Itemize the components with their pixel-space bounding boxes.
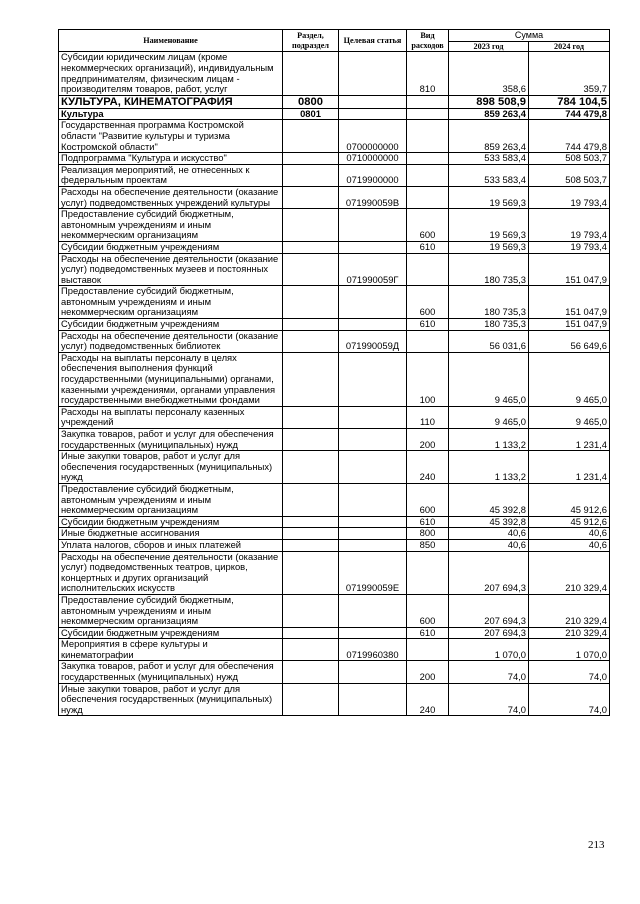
cell-2023: 45 392,8 — [449, 483, 529, 516]
cell-2023: 358,6 — [449, 52, 529, 95]
cell-section — [283, 528, 339, 540]
cell-2024: 1 231,4 — [529, 429, 610, 451]
table-row — [59, 429, 610, 451]
cell-kind: 610 — [407, 627, 449, 639]
cell-name: Закупка товаров, работ и услуг для обеспечения государственных (муниципальных) нужд — [59, 429, 283, 451]
cell-2023: 859 263,4 — [449, 108, 529, 120]
cell-2023: 40,6 — [449, 539, 529, 551]
cell-kind — [407, 330, 449, 352]
cell-target: 0719960380 — [339, 639, 407, 661]
cell-kind: 600 — [407, 286, 449, 319]
cell-2023: 898 508,9 — [449, 95, 529, 108]
cell-2024: 9 465,0 — [529, 406, 610, 428]
table-row — [59, 516, 610, 528]
table-row — [59, 186, 610, 208]
cell-kind — [407, 108, 449, 120]
cell-target: 071990059Д — [339, 330, 407, 352]
cell-target — [339, 95, 407, 108]
cell-section — [283, 639, 339, 661]
cell-2024: 19 793,4 — [529, 186, 610, 208]
table-row — [59, 483, 610, 516]
table-row — [59, 286, 610, 319]
table-row — [59, 639, 610, 661]
cell-2024: 508 503,7 — [529, 164, 610, 186]
cell-target — [339, 528, 407, 540]
cell-kind: 600 — [407, 483, 449, 516]
table-header — [59, 30, 610, 52]
cell-kind: 610 — [407, 241, 449, 253]
cell-section — [283, 483, 339, 516]
table-row — [59, 253, 610, 286]
cell-section — [283, 352, 339, 406]
table-row — [59, 451, 610, 484]
cell-name: Иные бюджетные ассигнования — [59, 528, 283, 540]
cell-target — [339, 594, 407, 627]
cell-name: Мероприятия в сфере культуры и кинематографии — [59, 639, 283, 661]
cell-name: Предоставление субсидий бюджетным, автономным учреждениям и иным некоммерческим организациям — [59, 483, 283, 516]
cell-name: Предоставление субсидий бюджетным, автономным учреждениям и иным некоммерческим организациям — [59, 209, 283, 242]
cell-name: Расходы на обеспечение деятельности (оказание услуг) подведомственных музеев и постоянных выставок — [59, 253, 283, 286]
cell-2024: 19 793,4 — [529, 209, 610, 242]
table-row — [59, 164, 610, 186]
cell-2023: 533 583,4 — [449, 153, 529, 165]
cell-section — [283, 429, 339, 451]
cell-2024: 40,6 — [529, 528, 610, 540]
table-row — [59, 108, 610, 120]
cell-name: Предоставление субсидий бюджетным, автономным учреждениям и иным некоммерческим организациям — [59, 594, 283, 627]
cell-section — [283, 594, 339, 627]
cell-target — [339, 108, 407, 120]
cell-target — [339, 319, 407, 331]
cell-kind — [407, 153, 449, 165]
cell-target — [339, 483, 407, 516]
table-row — [59, 241, 610, 253]
cell-target: 071990059Г — [339, 253, 407, 286]
table-row — [59, 661, 610, 683]
cell-section — [283, 209, 339, 242]
cell-name: Субсидии бюджетным учреждениям — [59, 241, 283, 253]
cell-2023: 1 133,2 — [449, 429, 529, 451]
cell-kind: 240 — [407, 683, 449, 716]
cell-kind: 110 — [407, 406, 449, 428]
cell-2023: 19 569,3 — [449, 241, 529, 253]
cell-section — [283, 551, 339, 594]
cell-2023: 180 735,3 — [449, 253, 529, 286]
cell-2024: 210 329,4 — [529, 551, 610, 594]
header-target: Целевая статья — [339, 30, 407, 52]
table-row — [59, 352, 610, 406]
cell-2023: 180 735,3 — [449, 286, 529, 319]
cell-section — [283, 52, 339, 95]
table-row — [59, 209, 610, 242]
cell-section — [283, 661, 339, 683]
cell-2023: 207 694,3 — [449, 594, 529, 627]
cell-section — [283, 451, 339, 484]
cell-name: Иные закупки товаров, работ и услуг для обеспечения государственных (муниципальных) нужд — [59, 683, 283, 716]
cell-target — [339, 429, 407, 451]
cell-2024: 74,0 — [529, 661, 610, 683]
cell-kind — [407, 95, 449, 108]
table-row — [59, 153, 610, 165]
cell-name: Предоставление субсидий бюджетным, автономным учреждениям и иным некоммерческим организациям — [59, 286, 283, 319]
table-row — [59, 330, 610, 352]
cell-2024: 210 329,4 — [529, 627, 610, 639]
cell-2023: 19 569,3 — [449, 209, 529, 242]
cell-2024: 56 649,6 — [529, 330, 610, 352]
cell-2024: 744 479,8 — [529, 108, 610, 120]
cell-target: 071990059Е — [339, 551, 407, 594]
cell-target — [339, 209, 407, 242]
cell-target — [339, 286, 407, 319]
cell-section — [283, 241, 339, 253]
cell-kind: 810 — [407, 52, 449, 95]
cell-2024: 744 479,8 — [529, 120, 610, 153]
cell-kind: 800 — [407, 528, 449, 540]
table-row — [59, 528, 610, 540]
table-row — [59, 406, 610, 428]
cell-2024: 508 503,7 — [529, 153, 610, 165]
table-row — [59, 627, 610, 639]
cell-section — [283, 153, 339, 165]
table-row — [59, 319, 610, 331]
cell-2023: 19 569,3 — [449, 186, 529, 208]
cell-name: Подпрограмма "Культура и искусство" — [59, 153, 283, 165]
cell-2024: 74,0 — [529, 683, 610, 716]
cell-section: 0801 — [283, 108, 339, 120]
cell-target — [339, 661, 407, 683]
cell-2023: 1 133,2 — [449, 451, 529, 484]
cell-2023: 533 583,4 — [449, 164, 529, 186]
cell-2024: 151 047,9 — [529, 319, 610, 331]
table-row — [59, 52, 610, 95]
cell-section — [283, 120, 339, 153]
cell-section — [283, 683, 339, 716]
cell-target: 0700000000 — [339, 120, 407, 153]
cell-2024: 1 231,4 — [529, 451, 610, 484]
cell-target: 0719900000 — [339, 164, 407, 186]
cell-2023: 74,0 — [449, 683, 529, 716]
page-number: 213 — [588, 839, 605, 851]
cell-target — [339, 627, 407, 639]
cell-name: Расходы на выплаты персоналу в целях обеспечения выполнения функций государственными (муниципальными) органами, казенными учреждениями, органами управления государственными внебюджетными фондами — [59, 352, 283, 406]
cell-section — [283, 627, 339, 639]
cell-2024: 784 104,5 — [529, 95, 610, 108]
cell-2023: 40,6 — [449, 528, 529, 540]
cell-section — [283, 164, 339, 186]
cell-section: 0800 — [283, 95, 339, 108]
cell-kind — [407, 120, 449, 153]
cell-target — [339, 52, 407, 95]
cell-kind — [407, 639, 449, 661]
cell-name: Уплата налогов, сборов и иных платежей — [59, 539, 283, 551]
cell-name: Расходы на обеспечение деятельности (оказание услуг) подведомственных театров, цирков, концертных и других организаций исполнительских искусств — [59, 551, 283, 594]
cell-section — [283, 319, 339, 331]
cell-name: Субсидии бюджетным учреждениям — [59, 319, 283, 331]
cell-kind: 200 — [407, 429, 449, 451]
cell-section — [283, 539, 339, 551]
cell-target — [339, 539, 407, 551]
cell-kind: 200 — [407, 661, 449, 683]
cell-kind: 850 — [407, 539, 449, 551]
cell-2024: 45 912,6 — [529, 483, 610, 516]
table-row — [59, 539, 610, 551]
cell-2024: 151 047,9 — [529, 253, 610, 286]
cell-2024: 359,7 — [529, 52, 610, 95]
cell-2023: 207 694,3 — [449, 627, 529, 639]
cell-name: Расходы на выплаты персоналу казенных учреждений — [59, 406, 283, 428]
cell-2024: 1 070,0 — [529, 639, 610, 661]
cell-kind: 600 — [407, 209, 449, 242]
cell-kind: 610 — [407, 516, 449, 528]
cell-section — [283, 516, 339, 528]
header-year-2024: 2024 год — [529, 42, 610, 52]
cell-2023: 9 465,0 — [449, 352, 529, 406]
cell-kind — [407, 186, 449, 208]
cell-target — [339, 516, 407, 528]
cell-2023: 859 263,4 — [449, 120, 529, 153]
cell-name: Субсидии бюджетным учреждениям — [59, 516, 283, 528]
cell-target — [339, 451, 407, 484]
table-body — [59, 52, 610, 716]
cell-section — [283, 286, 339, 319]
cell-2023: 74,0 — [449, 661, 529, 683]
cell-2024: 19 793,4 — [529, 241, 610, 253]
table-row — [59, 120, 610, 153]
header-kind: Вид расходов — [407, 30, 449, 52]
cell-target: 0710000000 — [339, 153, 407, 165]
table-row — [59, 683, 610, 716]
cell-2024: 9 465,0 — [529, 352, 610, 406]
cell-section — [283, 330, 339, 352]
cell-kind: 600 — [407, 594, 449, 627]
cell-name: Иные закупки товаров, работ и услуг для обеспечения государственных (муниципальных) нужд — [59, 451, 283, 484]
cell-kind: 240 — [407, 451, 449, 484]
cell-2023: 180 735,3 — [449, 319, 529, 331]
cell-2023: 9 465,0 — [449, 406, 529, 428]
cell-name: КУЛЬТУРА, КИНЕМАТОГРАФИЯ — [59, 95, 283, 108]
cell-2023: 45 392,8 — [449, 516, 529, 528]
cell-section — [283, 186, 339, 208]
header-sum: Сумма — [449, 30, 610, 42]
cell-kind: 610 — [407, 319, 449, 331]
cell-name: Культура — [59, 108, 283, 120]
cell-name: Государственная программа Костромской области "Развитие культуры и туризма Костромской области" — [59, 120, 283, 153]
cell-kind: 100 — [407, 352, 449, 406]
table-row — [59, 551, 610, 594]
header-year-2023: 2023 год — [449, 42, 529, 52]
cell-name: Субсидии юридическим лицам (кроме некоммерческих организаций), индивидуальным предпринимателям, физическим лицам - производителям товаров, работ, услуг — [59, 52, 283, 95]
cell-section — [283, 406, 339, 428]
cell-kind — [407, 164, 449, 186]
cell-2024: 210 329,4 — [529, 594, 610, 627]
cell-2023: 207 694,3 — [449, 551, 529, 594]
cell-target — [339, 352, 407, 406]
table-row — [59, 95, 610, 108]
header-section: Раздел, подраздел — [283, 30, 339, 52]
table-row — [59, 594, 610, 627]
cell-2023: 56 031,6 — [449, 330, 529, 352]
cell-target — [339, 241, 407, 253]
cell-kind — [407, 253, 449, 286]
cell-target: 071990059В — [339, 186, 407, 208]
cell-name: Реализация мероприятий, не отнесенных к федеральным проектам — [59, 164, 283, 186]
header-name: Наименование — [59, 30, 283, 52]
cell-section — [283, 253, 339, 286]
cell-target — [339, 406, 407, 428]
cell-2024: 151 047,9 — [529, 286, 610, 319]
cell-2024: 45 912,6 — [529, 516, 610, 528]
cell-target — [339, 683, 407, 716]
cell-name: Расходы на обеспечение деятельности (оказание услуг) подведомственных учреждений культуры — [59, 186, 283, 208]
cell-name: Субсидии бюджетным учреждениям — [59, 627, 283, 639]
cell-name: Расходы на обеспечение деятельности (оказание услуг) подведомственных библиотек — [59, 330, 283, 352]
cell-2023: 1 070,0 — [449, 639, 529, 661]
budget-table — [58, 29, 610, 716]
cell-2024: 40,6 — [529, 539, 610, 551]
cell-name: Закупка товаров, работ и услуг для обеспечения государственных (муниципальных) нужд — [59, 661, 283, 683]
cell-kind — [407, 551, 449, 594]
